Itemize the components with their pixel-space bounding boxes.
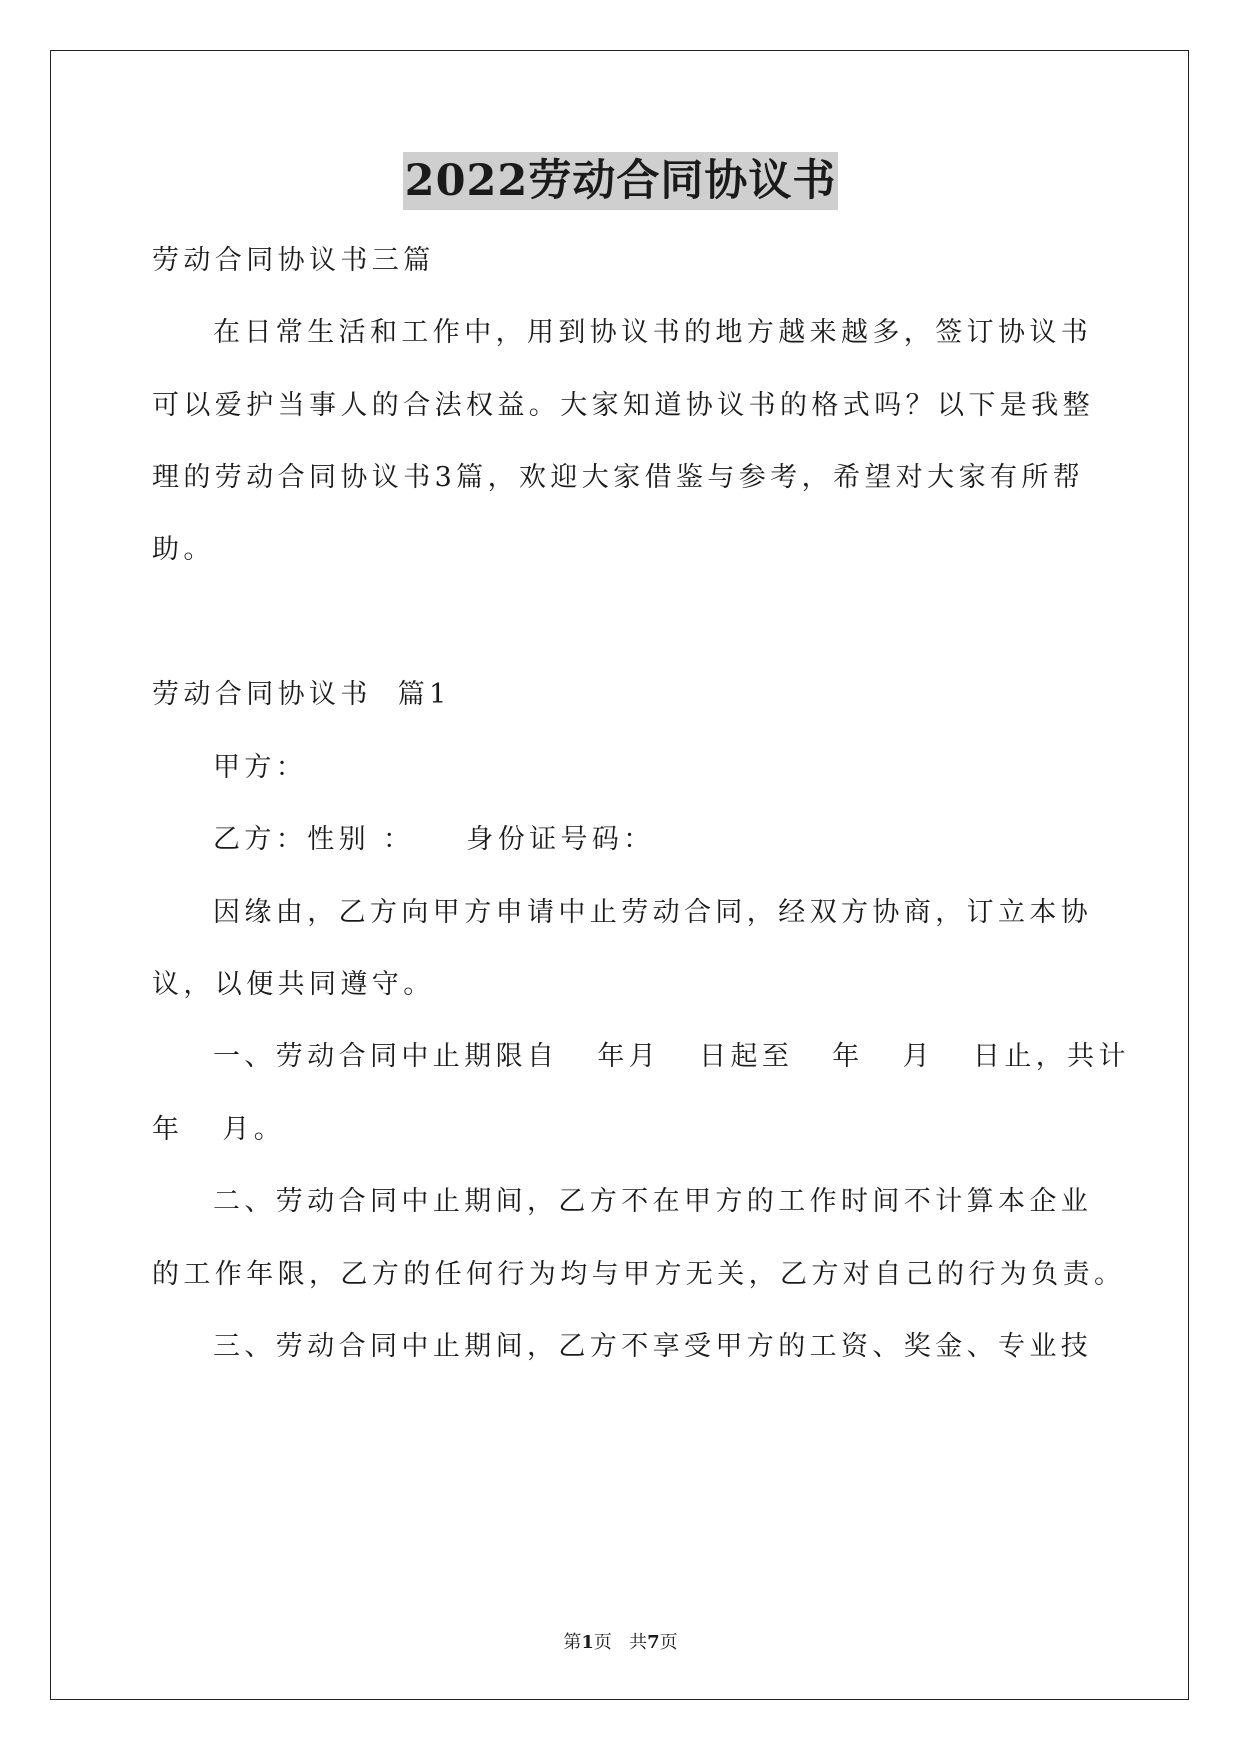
page-border: [50, 50, 1189, 1700]
doc-line: 因缘由，乙方向甲方申请中止劳动合同，经双方协商，订立本协: [213, 897, 1093, 928]
title-container: [0, 152, 1241, 210]
doc-line: 的工作年限，乙方的任何行为均与甲方无关，乙方对自己的行为负责。: [152, 1259, 1126, 1290]
section-heading: 劳动合同协议书 篇1: [152, 679, 451, 710]
doc-line: 助。: [152, 534, 215, 565]
footer-suffix: 页: [659, 1632, 678, 1653]
doc-line: 可以爱护当事人的合法权益。大家知道协议书的格式吗？以下是我整: [152, 390, 1094, 421]
doc-line: 年 月。: [152, 1114, 286, 1145]
doc-line: 甲方：: [213, 752, 308, 783]
doc-line: 议，以便共同遵守。: [152, 969, 435, 1000]
doc-line: 理的劳动合同协议书3篇，欢迎大家借鉴与参考，希望对大家有所帮: [152, 462, 1085, 493]
footer-prefix: 第: [563, 1632, 582, 1653]
footer-middle: 页 共: [593, 1632, 648, 1653]
footer-total-pages: 7: [647, 1632, 660, 1653]
page-footer: [0, 1631, 1241, 1655]
doc-line: 乙方：性别 ： 身份证号码：: [213, 824, 655, 855]
document-title: 2022劳动合同协议书: [403, 152, 839, 210]
footer-current-page: 1: [581, 1632, 594, 1653]
doc-line: 二、劳动合同中止期间，乙方不在甲方的工作时间不计算本企业: [213, 1186, 1093, 1217]
doc-line: 劳动合同协议书三篇: [152, 245, 435, 276]
doc-line: 在日常生活和工作中，用到协议书的地方越来越多，签订协议书: [213, 317, 1093, 348]
doc-line: 一、劳动合同中止期限自 年月 日起至 年 月 日止，共计: [213, 1041, 1130, 1072]
doc-line: 三、劳动合同中止期间，乙方不享受甲方的工资、奖金、专业技: [213, 1331, 1093, 1362]
